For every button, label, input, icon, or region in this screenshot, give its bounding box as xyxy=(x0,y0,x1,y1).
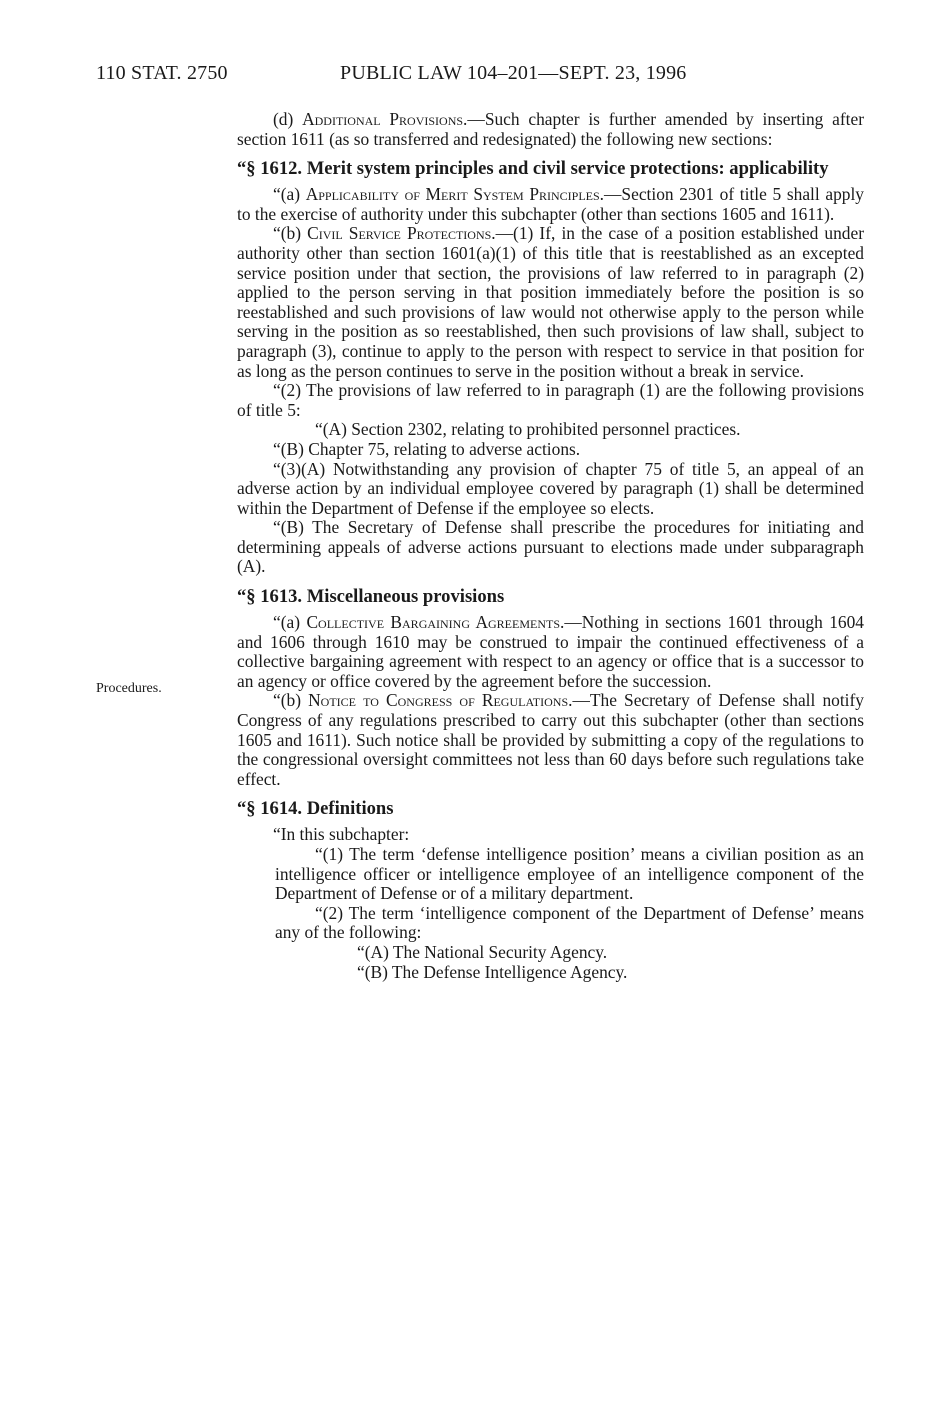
section-1612-a: “(a) Applicability of Merit System Principles.—Section 2301 of title 5 shall apply to the exercise of authority under this subchapter (other than sections 1605 and 1611). xyxy=(237,184,864,224)
subsection-d: (d) Additional Provisions.—Such chapter is further amended by inserting after section 1611 (as so transferred and redesignated) the following new sections: xyxy=(237,109,864,149)
statute-page-citation: 110 STAT. 2750 xyxy=(96,62,228,84)
section-1612-b-2-B: “(B) Chapter 75, relating to adverse actions. xyxy=(273,438,581,459)
section-1614-intro: “In this subchapter: xyxy=(273,824,410,845)
section-1612-heading: “§ 1612. Merit system principles and civil service protections: applicability xyxy=(237,158,829,180)
section-1612-b-2: “(2) The provisions of law referred to in paragraph (1) are the following provisions of title 5: xyxy=(237,380,864,420)
section-1613-a: “(a) Collective Bargaining Agreements.—Nothing in sections 1601 through 1604 and 1606 through 1610 may be construed to impair the continued effectiveness of a collective bargaining agreement with respect to an agency or office that is a successor to an agency or office covered by the agreement before the succession. xyxy=(237,612,864,691)
section-1613-a-caption: Collective Bargaining Agreements. xyxy=(306,612,565,633)
section-1613-b: “(b) Notice to Congress of Regulations.—The Secretary of Defense shall notify Congress of any regulations prescribed to carry out this subchapter (other than sections 1605 and 1611). Such notice shall be provided by submitting a copy of the regulations to the congressional oversight committees not less than 60 days before such regulations take effect. xyxy=(237,690,864,789)
margin-note-procedures: Procedures. xyxy=(96,681,162,696)
statute-body xyxy=(237,110,864,982)
section-1612-b-3-A: “(3)(A) Notwithstanding any provision of chapter 75 of title 5, an appeal of an adverse action by an individual employee covered by paragraph (1) shall be determined within the Department of Defense if the employee so elects. xyxy=(237,458,864,518)
subsection-d-caption: Additional Provisions. xyxy=(302,109,468,129)
section-1614-p2-A: “(A) The National Security Agency. xyxy=(357,941,608,962)
section-1612-b-2-A: “(A) Section 2302, relating to prohibited personnel practices. xyxy=(315,419,741,440)
section-1613-heading: “§ 1613. Miscellaneous provisions xyxy=(237,586,505,608)
section-1614-p2: “(2) The term ‘intelligence component of the Department of Defense’ means any of the following: xyxy=(275,902,864,943)
section-1614-p1: “(1) The term ‘defense intelligence position’ means a civilian position as an intelligence officer or intelligence employee of an intelligence component of the Department of Defense or of a military department. xyxy=(275,844,864,904)
section-1612-b: “(b) Civil Service Protections.—(1) If, in the case of a position established under authority other than section 1601(a)(1) of this title that is reestablished as an excepted service position under that section, the provisions of law referred to in paragraph (2) applied to the person serving in that position immediately before the position is so reestablished and such provisions of law would not otherwise apply to the person while serving in the position as so reestablished, then such provisions of law shall, subject to paragraph (3), continue to apply to the person with respect to service in that position for as long as the person continues to serve in the position without a break in service. xyxy=(237,223,864,381)
public-law-citation: PUBLIC LAW 104–201—SEPT. 23, 1996 xyxy=(340,62,687,84)
section-1614-p2-B: “(B) The Defense Intelligence Agency. xyxy=(357,961,628,982)
section-1612-b-3-B: “(B) The Secretary of Defense shall prescribe the procedures for initiating and determining appeals of adverse actions pursuant to elections made under subparagraph (A). xyxy=(237,517,864,577)
section-1614-heading: “§ 1614. Definitions xyxy=(237,798,394,820)
section-1612-a-caption: Applicability of Merit System Principles. xyxy=(305,184,605,205)
section-1613-b-caption: Notice to Congress of Regulations. xyxy=(308,690,573,711)
section-1612-b-caption: Civil Service Protections. xyxy=(307,223,496,244)
